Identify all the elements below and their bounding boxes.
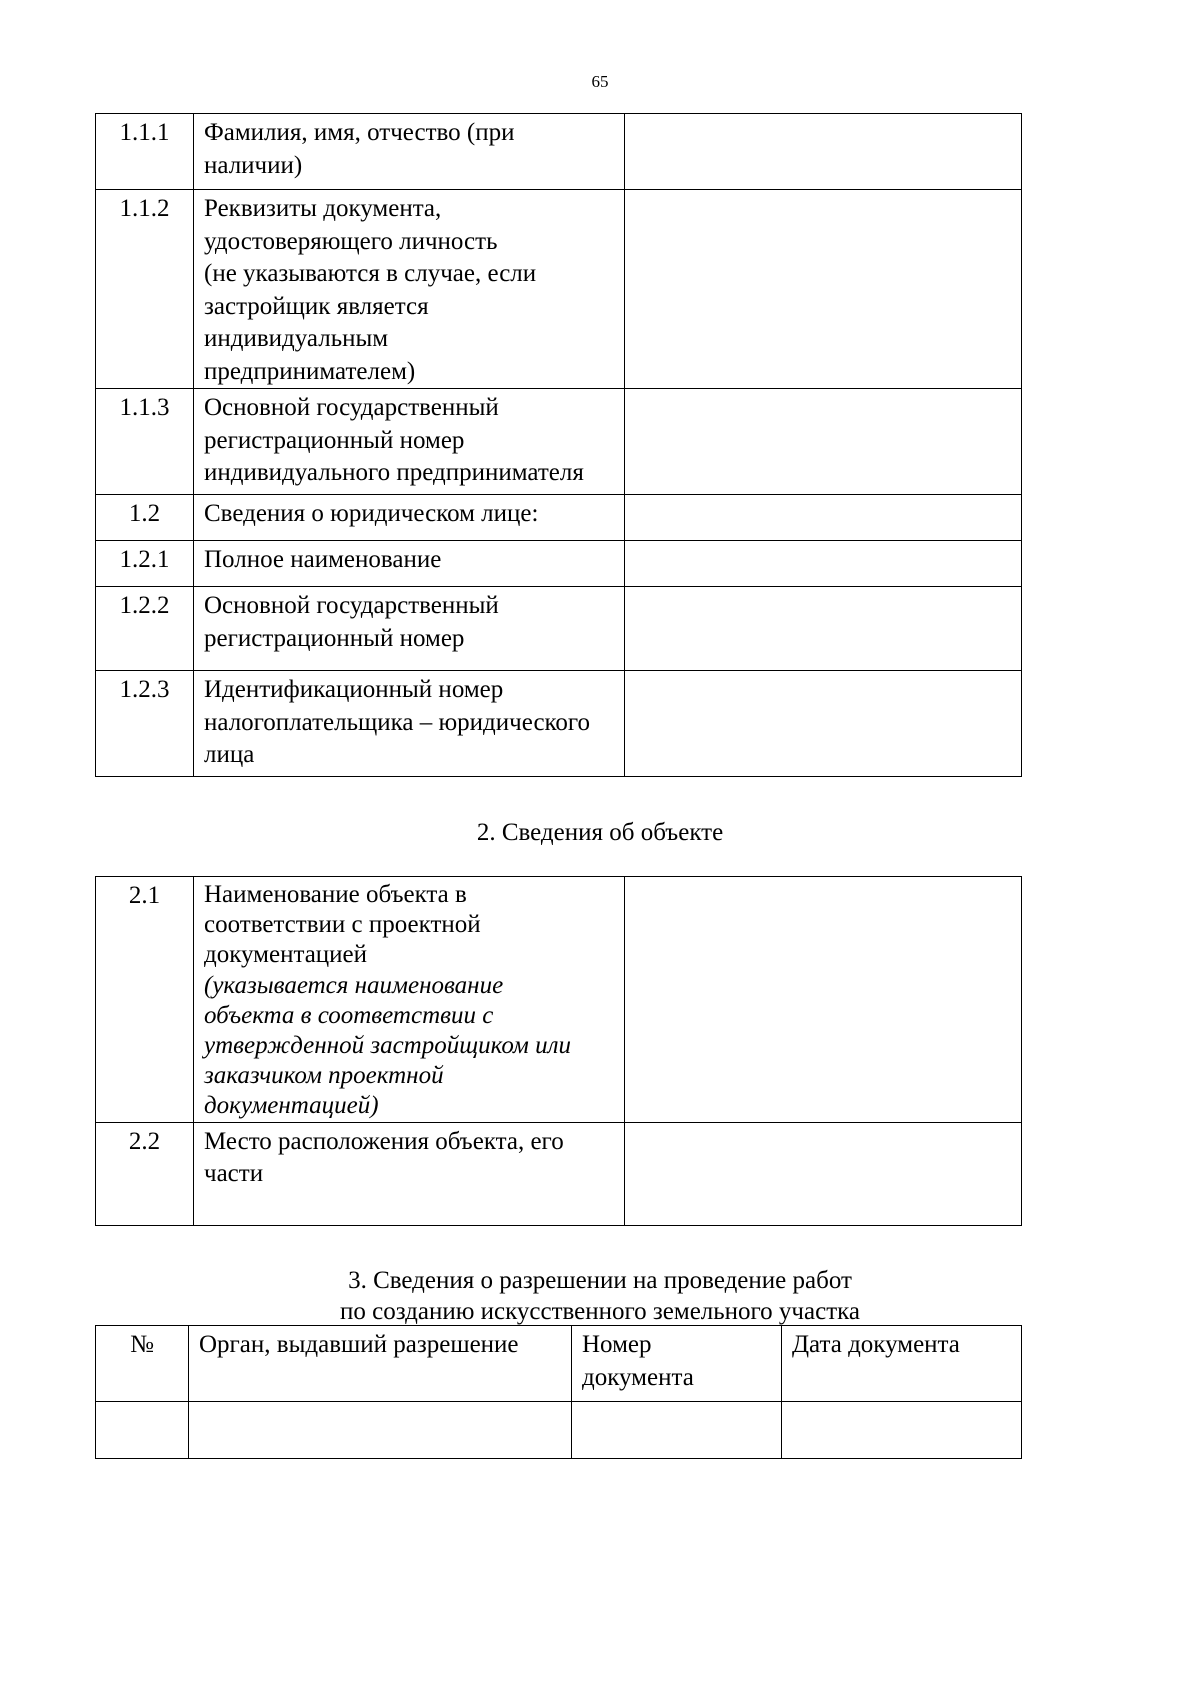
organ-cell[interactable]	[189, 1402, 572, 1459]
value-cell[interactable]	[625, 587, 1022, 671]
value-cell[interactable]	[625, 541, 1022, 587]
column-header-num: №	[130, 1331, 154, 1358]
row-label: Основной государственный регистрационный номер	[204, 592, 499, 652]
table-row	[96, 587, 1022, 671]
row-label: Идентификационный номер налогоплательщика – юридического лица	[204, 676, 591, 768]
column-header-organ: Орган, выдавший разрешение	[199, 1331, 519, 1358]
doc-date-cell[interactable]	[782, 1402, 1022, 1459]
column-header-doc-date: Дата документа	[792, 1331, 960, 1358]
row-label: Фамилия, имя, отчество (при наличии)	[204, 119, 515, 179]
row-number: 2.2	[128, 1127, 161, 1155]
row-label: Полное наименование	[204, 546, 442, 573]
table-row	[96, 671, 1022, 777]
row-number: 2.1	[128, 882, 161, 909]
row-number: 1.2.1	[119, 546, 170, 573]
table-row	[96, 389, 1022, 495]
section-3-title: 3. Сведения о разрешении на проведение работ по созданию искусственного земельного участка	[339, 1267, 860, 1325]
permit-info-table	[95, 1325, 1022, 1459]
row-number: 1.1.1	[119, 119, 170, 146]
row-label: Основной государственный регистрационный номер индивидуального предпринимателя	[204, 394, 584, 486]
table-row	[96, 541, 1022, 587]
value-cell[interactable]	[625, 671, 1022, 777]
row-label: Место расположения объекта, его части	[204, 1127, 564, 1188]
table-row	[96, 877, 1022, 1123]
table-row	[96, 1402, 1022, 1459]
value-cell[interactable]	[625, 190, 1022, 389]
num-cell[interactable]	[96, 1402, 189, 1459]
value-cell[interactable]	[625, 877, 1022, 1123]
value-cell[interactable]	[625, 1122, 1022, 1225]
applicant-info-table	[95, 113, 1022, 777]
section-2-title: 2. Сведения об объекте	[476, 819, 724, 846]
row-number: 1.1.3	[119, 394, 170, 421]
value-cell[interactable]	[625, 389, 1022, 495]
table-row	[96, 190, 1022, 389]
table-row	[96, 114, 1022, 190]
object-info-table	[95, 876, 1022, 1226]
row-label: Реквизиты документа, удостоверяющего личность (не указываются в случае, если застройщик является индивидуальным предпринимателем)	[204, 195, 537, 385]
table-row	[96, 1122, 1022, 1225]
row-number: 1.2	[128, 500, 161, 527]
value-cell[interactable]	[625, 495, 1022, 541]
doc-number-cell[interactable]	[572, 1402, 782, 1459]
row-label: Наименование объекта в соответствии с проектной документацией (указывается наименование объекта в соответствии с утвержденной застройщиком или заказчиком проектной документацией)	[204, 881, 572, 1120]
column-header-doc-number: Номер документа	[582, 1331, 694, 1391]
row-number: 1.2.3	[119, 676, 170, 703]
value-cell[interactable]	[625, 114, 1022, 190]
row-label: Сведения о юридическом лице:	[204, 500, 539, 527]
row-number: 1.1.2	[119, 195, 170, 222]
row-number: 1.2.2	[119, 592, 170, 619]
table-header-row	[96, 1326, 1022, 1402]
table-row	[96, 495, 1022, 541]
page-number: 65	[591, 72, 609, 91]
